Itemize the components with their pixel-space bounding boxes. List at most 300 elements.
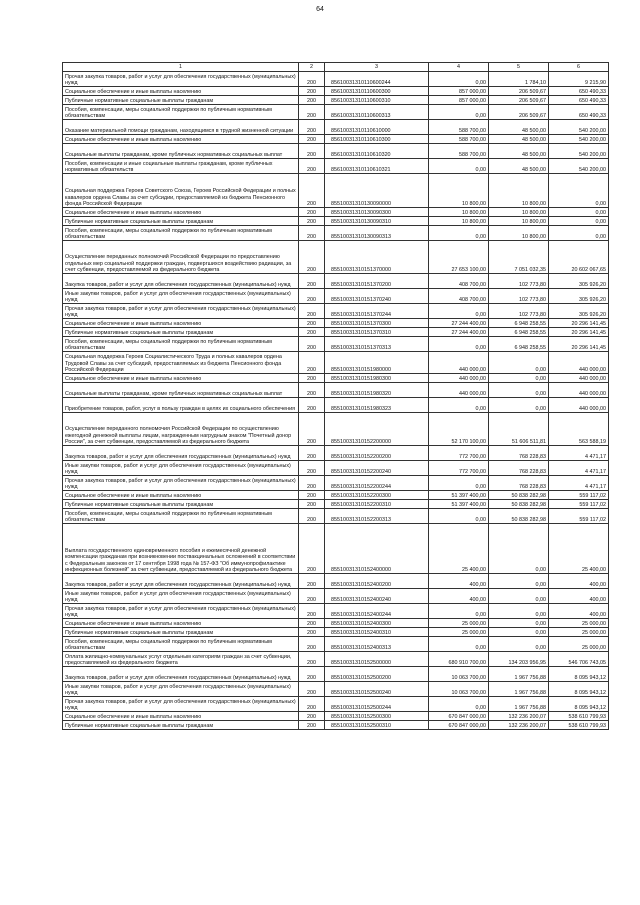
row-kbk: 85510031310152500000 xyxy=(325,652,429,667)
row-executed: 0,00 xyxy=(489,637,549,652)
row-approved: 670 847 000,00 xyxy=(429,712,489,721)
row-kbk: 85510031310151370200 xyxy=(325,274,429,289)
row-kbk: 85510031310152400000 xyxy=(325,524,429,574)
row-name: Пособия, компенсации, меры социальной поддержки по публичным нормативным обязательствам xyxy=(63,226,299,241)
row-approved: 588 700,00 xyxy=(429,135,489,144)
row-name: Социальные выплаты гражданам, кроме публичных нормативных социальных выплат xyxy=(63,144,299,159)
row-name: Публичные нормативные социальные выплаты гражданам xyxy=(63,500,299,509)
row-name: Прочая закупка товаров, работ и услуг для обеспечения государственных (муниципальных) нужд xyxy=(63,72,299,87)
row-kbk: 85510031310152200310 xyxy=(325,500,429,509)
table-row xyxy=(63,274,609,289)
row-unexecuted: 9 215,90 xyxy=(549,72,609,87)
table-row xyxy=(63,500,609,509)
row-executed: 1 967 756,88 xyxy=(489,697,549,712)
row-kbk: 85610031310110600300 xyxy=(325,87,429,96)
table-row xyxy=(63,461,609,476)
row-unexecuted: 8 095 943,12 xyxy=(549,682,609,697)
row-code: 200 xyxy=(299,135,325,144)
row-name: Социальное обеспечение и иные выплаты населению xyxy=(63,319,299,328)
row-approved: 10 063 700,00 xyxy=(429,682,489,697)
row-approved: 408 700,00 xyxy=(429,274,489,289)
row-name: Закупка товаров, работ и услуг для обеспечения государственных (муниципальных) нужд xyxy=(63,667,299,682)
row-code: 200 xyxy=(299,652,325,667)
row-approved: 588 700,00 xyxy=(429,120,489,135)
row-name: Публичные нормативные социальные выплаты гражданам xyxy=(63,328,299,337)
row-unexecuted: 20 296 141,45 xyxy=(549,319,609,328)
row-unexecuted: 400,00 xyxy=(549,589,609,604)
row-name: Пособия, компенсации, меры социальной поддержки по публичным нормативным обязательствам xyxy=(63,509,299,524)
row-name: Оказание материальной помощи гражданам, находящимся в трудной жизненной ситуации xyxy=(63,120,299,135)
row-code: 200 xyxy=(299,524,325,574)
row-unexecuted: 305 926,20 xyxy=(549,274,609,289)
row-approved: 857 000,00 xyxy=(429,96,489,105)
row-approved: 680 910 700,00 xyxy=(429,652,489,667)
row-unexecuted: 440 000,00 xyxy=(549,383,609,398)
row-approved: 670 847 000,00 xyxy=(429,721,489,730)
row-name: Приобретение товаров, работ, услуг в пользу граждан в целях их социального обеспечения xyxy=(63,398,299,413)
row-kbk: 85510031310151370000 xyxy=(325,241,429,274)
row-code: 200 xyxy=(299,208,325,217)
row-approved: 27 653 100,00 xyxy=(429,241,489,274)
table-row xyxy=(63,352,609,374)
row-name: Закупка товаров, работ и услуг для обеспечения государственных (муниципальных) нужд xyxy=(63,446,299,461)
row-kbk: 85510031310152500300 xyxy=(325,712,429,721)
row-executed: 6 948 258,55 xyxy=(489,328,549,337)
row-executed: 48 500,00 xyxy=(489,120,549,135)
row-kbk: 85510031310152400310 xyxy=(325,628,429,637)
table-row xyxy=(63,604,609,619)
row-code: 200 xyxy=(299,446,325,461)
row-unexecuted: 8 095 943,12 xyxy=(549,667,609,682)
column-header-1: 1 xyxy=(63,63,299,72)
row-unexecuted: 4 471,17 xyxy=(549,461,609,476)
table-row xyxy=(63,398,609,413)
row-unexecuted: 538 610 799,93 xyxy=(549,721,609,730)
table-row xyxy=(63,374,609,383)
table-row xyxy=(63,652,609,667)
row-unexecuted: 650 490,33 xyxy=(549,105,609,120)
row-unexecuted: 25 400,00 xyxy=(549,524,609,574)
row-approved: 408 700,00 xyxy=(429,289,489,304)
row-executed: 0,00 xyxy=(489,604,549,619)
row-name: Иные закупки товаров, работ и услуг для обеспечения государственных (муниципальных) нужд xyxy=(63,461,299,476)
row-kbk: 85510031310130090000 xyxy=(325,174,429,208)
row-executed: 6 948 258,55 xyxy=(489,319,549,328)
row-name: Социальное обеспечение и иные выплаты населению xyxy=(63,208,299,217)
row-name: Пособия, компенсации, меры социальной поддержки по публичным нормативным обязательствам xyxy=(63,337,299,352)
row-approved: 10 800,00 xyxy=(429,208,489,217)
row-code: 200 xyxy=(299,274,325,289)
row-executed: 1 967 756,88 xyxy=(489,667,549,682)
row-code: 200 xyxy=(299,226,325,241)
row-name: Социальная поддержка Героев Социалистического Труда и полных кавалеров ордена Трудовой Славы за счет субсидий, предоставляемых из бюджета Пенсионного фонда Российской Федерации xyxy=(63,352,299,374)
row-executed: 48 500,00 xyxy=(489,135,549,144)
row-name: Публичные нормативные социальные выплаты гражданам xyxy=(63,96,299,105)
row-unexecuted: 540 200,00 xyxy=(549,135,609,144)
row-executed: 48 500,00 xyxy=(489,144,549,159)
row-code: 200 xyxy=(299,120,325,135)
row-approved: 0,00 xyxy=(429,637,489,652)
row-executed: 1 967 756,88 xyxy=(489,682,549,697)
row-unexecuted: 546 706 743,05 xyxy=(549,652,609,667)
table-row xyxy=(63,217,609,226)
row-executed: 0,00 xyxy=(489,352,549,374)
table-row xyxy=(63,241,609,274)
row-approved: 25 000,00 xyxy=(429,619,489,628)
row-code: 200 xyxy=(299,398,325,413)
row-name: Прочая закупка товаров, работ и услуг для обеспечения государственных (муниципальных) нужд xyxy=(63,304,299,319)
row-kbk: 85510031310152400200 xyxy=(325,574,429,589)
row-code: 200 xyxy=(299,413,325,446)
row-unexecuted: 540 200,00 xyxy=(549,159,609,174)
row-kbk: 85510031310152500310 xyxy=(325,721,429,730)
row-code: 200 xyxy=(299,105,325,120)
row-kbk: 85510031310151980320 xyxy=(325,383,429,398)
row-kbk: 85610031310110610000 xyxy=(325,120,429,135)
table-row xyxy=(63,144,609,159)
row-code: 200 xyxy=(299,217,325,226)
row-kbk: 85510031310152400313 xyxy=(325,637,429,652)
row-executed: 0,00 xyxy=(489,628,549,637)
row-kbk: 85510031310152500200 xyxy=(325,667,429,682)
row-executed: 102 773,80 xyxy=(489,289,549,304)
row-code: 200 xyxy=(299,697,325,712)
row-executed: 1 784,10 xyxy=(489,72,549,87)
row-kbk: 85510031310152400300 xyxy=(325,619,429,628)
row-name: Социальное обеспечение и иные выплаты населению xyxy=(63,374,299,383)
row-unexecuted: 563 588,19 xyxy=(549,413,609,446)
row-kbk: 85510031310130090313 xyxy=(325,226,429,241)
row-unexecuted: 8 095 943,12 xyxy=(549,697,609,712)
table-row xyxy=(63,524,609,574)
row-code: 200 xyxy=(299,509,325,524)
table-row xyxy=(63,697,609,712)
row-executed: 206 509,67 xyxy=(489,96,549,105)
row-name: Закупка товаров, работ и услуг для обеспечения государственных (муниципальных) нужд xyxy=(63,574,299,589)
row-executed: 0,00 xyxy=(489,619,549,628)
row-code: 200 xyxy=(299,461,325,476)
table-row xyxy=(63,226,609,241)
row-kbk: 85510031310152200200 xyxy=(325,446,429,461)
row-code: 200 xyxy=(299,667,325,682)
row-name: Пособия, компенсации и иные социальные выплаты гражданам, кроме публичных нормативных обязательств xyxy=(63,159,299,174)
row-unexecuted: 440 000,00 xyxy=(549,352,609,374)
row-approved: 440 000,00 xyxy=(429,352,489,374)
table-row xyxy=(63,319,609,328)
row-code: 200 xyxy=(299,721,325,730)
row-kbk: 85510031310152500240 xyxy=(325,682,429,697)
row-approved: 51 397 400,00 xyxy=(429,500,489,509)
row-name: Социальное обеспечение и иные выплаты населению xyxy=(63,491,299,500)
table-row xyxy=(63,174,609,208)
row-kbk: 85510031310152200300 xyxy=(325,491,429,500)
row-code: 200 xyxy=(299,337,325,352)
row-kbk: 85510031310130090310 xyxy=(325,217,429,226)
row-approved: 772 700,00 xyxy=(429,446,489,461)
table-row xyxy=(63,96,609,105)
table-row xyxy=(63,87,609,96)
row-name: Социальное обеспечение и иные выплаты населению xyxy=(63,135,299,144)
row-name: Социальное обеспечение и иные выплаты населению xyxy=(63,619,299,628)
row-code: 200 xyxy=(299,604,325,619)
table-row xyxy=(63,682,609,697)
table-row xyxy=(63,712,609,721)
table-row xyxy=(63,413,609,446)
row-unexecuted: 0,00 xyxy=(549,174,609,208)
row-executed: 134 203 956,95 xyxy=(489,652,549,667)
row-unexecuted: 0,00 xyxy=(549,217,609,226)
row-executed: 0,00 xyxy=(489,398,549,413)
row-unexecuted: 25 000,00 xyxy=(549,628,609,637)
table-row xyxy=(63,337,609,352)
table-row xyxy=(63,135,609,144)
row-name: Осуществление переданных полномочий Российской Федерации по предоставлению отдельных мер социальной поддержки граждан, подвергшихся воздействию радиации, за счет субвенции, предоставляемой из федерального бюджета xyxy=(63,241,299,274)
row-unexecuted: 538 610 799,93 xyxy=(549,712,609,721)
row-kbk: 85610031310110610321 xyxy=(325,159,429,174)
column-header-5: 5 xyxy=(489,63,549,72)
row-code: 200 xyxy=(299,476,325,491)
row-executed: 132 236 200,07 xyxy=(489,712,549,721)
row-unexecuted: 650 490,33 xyxy=(549,87,609,96)
row-kbk: 85510031310151980000 xyxy=(325,352,429,374)
row-executed: 0,00 xyxy=(489,524,549,574)
row-executed: 50 838 282,98 xyxy=(489,500,549,509)
row-code: 200 xyxy=(299,374,325,383)
row-approved: 0,00 xyxy=(429,72,489,87)
row-kbk: 85610031310110600313 xyxy=(325,105,429,120)
row-code: 200 xyxy=(299,589,325,604)
row-name: Выплата государственного единовременного пособия и ежемесячной денежной компенсации гражданам при возникновении поствакцинальных осложнений в соответствии с Федеральным законом от 17 сентября 1998 года № 157-ФЗ "Об иммунопрофилактике инфекционных болезней" за счет субвенции, предоставляемой из федерального бюджета xyxy=(63,524,299,574)
row-unexecuted: 559 117,02 xyxy=(549,500,609,509)
table-row xyxy=(63,446,609,461)
column-number-row xyxy=(63,63,609,72)
row-kbk: 85510031310151980323 xyxy=(325,398,429,413)
table-row xyxy=(63,208,609,217)
row-approved: 0,00 xyxy=(429,159,489,174)
row-name: Пособия, компенсации, меры социальной поддержки по публичным нормативным обязательствам xyxy=(63,637,299,652)
row-approved: 0,00 xyxy=(429,697,489,712)
row-unexecuted: 0,00 xyxy=(549,226,609,241)
row-kbk: 85510031310152500244 xyxy=(325,697,429,712)
row-name: Иные закупки товаров, работ и услуг для обеспечения государственных (муниципальных) нужд xyxy=(63,682,299,697)
column-header-2: 2 xyxy=(299,63,325,72)
row-kbk: 85510031310152200313 xyxy=(325,509,429,524)
row-unexecuted: 440 000,00 xyxy=(549,398,609,413)
row-executed: 0,00 xyxy=(489,574,549,589)
table-row xyxy=(63,120,609,135)
row-approved: 10 063 700,00 xyxy=(429,667,489,682)
row-kbk: 85510031310152200244 xyxy=(325,476,429,491)
row-unexecuted: 0,00 xyxy=(549,208,609,217)
row-executed: 10 800,00 xyxy=(489,208,549,217)
row-unexecuted: 400,00 xyxy=(549,574,609,589)
row-executed: 102 773,80 xyxy=(489,304,549,319)
row-approved: 51 397 400,00 xyxy=(429,491,489,500)
row-name: Иные закупки товаров, работ и услуг для обеспечения государственных (муниципальных) нужд xyxy=(63,589,299,604)
row-kbk: 85510031310152200000 xyxy=(325,413,429,446)
table-row xyxy=(63,476,609,491)
row-code: 200 xyxy=(299,159,325,174)
row-executed: 10 800,00 xyxy=(489,174,549,208)
row-executed: 206 509,67 xyxy=(489,87,549,96)
row-unexecuted: 650 490,33 xyxy=(549,96,609,105)
row-kbk: 85610031310110600310 xyxy=(325,96,429,105)
row-approved: 588 700,00 xyxy=(429,144,489,159)
row-code: 200 xyxy=(299,241,325,274)
row-kbk: 85510031310151370244 xyxy=(325,304,429,319)
row-kbk: 85510031310152400244 xyxy=(325,604,429,619)
column-header-3: 3 xyxy=(325,63,429,72)
row-code: 200 xyxy=(299,144,325,159)
row-executed: 51 606 511,81 xyxy=(489,413,549,446)
row-unexecuted: 20 296 141,45 xyxy=(549,337,609,352)
row-code: 200 xyxy=(299,328,325,337)
row-name: Социальная поддержка Героев Советского Союза, Героев Российской Федерации и полных кавалеров ордена Славы за счет субсидии, предоставляемой из бюджета Пенсионного фонда Российской Федерации xyxy=(63,174,299,208)
row-executed: 0,00 xyxy=(489,589,549,604)
table-row xyxy=(63,589,609,604)
row-approved: 440 000,00 xyxy=(429,383,489,398)
page-number: 64 xyxy=(316,6,324,13)
row-unexecuted: 305 926,20 xyxy=(549,304,609,319)
row-name: Прочая закупка товаров, работ и услуг для обеспечения государственных (муниципальных) нужд xyxy=(63,697,299,712)
row-unexecuted: 540 200,00 xyxy=(549,144,609,159)
row-approved: 0,00 xyxy=(429,509,489,524)
row-approved: 440 000,00 xyxy=(429,374,489,383)
row-executed: 768 228,83 xyxy=(489,446,549,461)
row-code: 200 xyxy=(299,500,325,509)
row-name: Социальное обеспечение и иные выплаты населению xyxy=(63,87,299,96)
row-kbk: 85510031310151370310 xyxy=(325,328,429,337)
row-kbk: 85510031310151370240 xyxy=(325,289,429,304)
table-row xyxy=(63,289,609,304)
row-executed: 132 236 200,07 xyxy=(489,721,549,730)
table-row xyxy=(63,509,609,524)
table-row xyxy=(63,304,609,319)
row-executed: 768 228,83 xyxy=(489,476,549,491)
row-executed: 48 500,00 xyxy=(489,159,549,174)
table-row xyxy=(63,721,609,730)
row-name: Публичные нормативные социальные выплаты гражданам xyxy=(63,628,299,637)
row-executed: 7 051 032,35 xyxy=(489,241,549,274)
row-executed: 102 773,80 xyxy=(489,274,549,289)
row-name: Иные закупки товаров, работ и услуг для обеспечения государственных (муниципальных) нужд xyxy=(63,289,299,304)
row-code: 200 xyxy=(299,174,325,208)
table-body xyxy=(63,72,609,730)
row-unexecuted: 4 471,17 xyxy=(549,476,609,491)
row-code: 200 xyxy=(299,304,325,319)
table-row xyxy=(63,491,609,500)
column-header-6: 6 xyxy=(549,63,609,72)
row-code: 200 xyxy=(299,637,325,652)
row-code: 200 xyxy=(299,619,325,628)
row-kbk: 85610031310110610300 xyxy=(325,135,429,144)
row-approved: 0,00 xyxy=(429,226,489,241)
row-unexecuted: 305 926,20 xyxy=(549,289,609,304)
row-unexecuted: 559 117,02 xyxy=(549,509,609,524)
row-approved: 400,00 xyxy=(429,589,489,604)
row-kbk: 85510031310152200240 xyxy=(325,461,429,476)
row-approved: 0,00 xyxy=(429,105,489,120)
row-name: Осуществление переданного полномочия Российской Федерации по осуществлению ежегодной денежной выплаты лицам, награжденным нагрудным знаком "Почетный донор России", за счет субвенции, предоставляемой из федерального бюджета xyxy=(63,413,299,446)
row-name: Публичные нормативные социальные выплаты гражданам xyxy=(63,721,299,730)
row-executed: 768 228,83 xyxy=(489,461,549,476)
row-approved: 857 000,00 xyxy=(429,87,489,96)
row-approved: 0,00 xyxy=(429,476,489,491)
row-approved: 0,00 xyxy=(429,604,489,619)
row-code: 200 xyxy=(299,574,325,589)
row-approved: 52 170 100,00 xyxy=(429,413,489,446)
row-approved: 0,00 xyxy=(429,398,489,413)
table-row xyxy=(63,328,609,337)
row-code: 200 xyxy=(299,712,325,721)
row-code: 200 xyxy=(299,682,325,697)
row-code: 200 xyxy=(299,289,325,304)
row-unexecuted: 540 200,00 xyxy=(549,120,609,135)
row-kbk: 85510031310151370300 xyxy=(325,319,429,328)
row-unexecuted: 559 117,02 xyxy=(549,491,609,500)
row-kbk: 85510031310130090300 xyxy=(325,208,429,217)
table-row xyxy=(63,574,609,589)
row-executed: 10 800,00 xyxy=(489,217,549,226)
table-row xyxy=(63,105,609,120)
row-approved: 10 800,00 xyxy=(429,217,489,226)
row-unexecuted: 25 000,00 xyxy=(549,619,609,628)
row-name: Пособия, компенсации, меры социальной поддержки по публичным нормативным обязательствам xyxy=(63,105,299,120)
row-name: Социальное обеспечение и иные выплаты населению xyxy=(63,712,299,721)
row-approved: 10 800,00 xyxy=(429,174,489,208)
table-row xyxy=(63,72,609,87)
row-unexecuted: 4 471,17 xyxy=(549,446,609,461)
row-executed: 50 838 282,98 xyxy=(489,509,549,524)
table-row xyxy=(63,667,609,682)
row-executed: 206 509,67 xyxy=(489,105,549,120)
row-name: Публичные нормативные социальные выплаты гражданам xyxy=(63,217,299,226)
row-approved: 772 700,00 xyxy=(429,461,489,476)
row-code: 200 xyxy=(299,319,325,328)
row-kbk: 85510031310151370313 xyxy=(325,337,429,352)
row-code: 200 xyxy=(299,87,325,96)
row-unexecuted: 20 296 141,45 xyxy=(549,328,609,337)
row-executed: 50 838 282,98 xyxy=(489,491,549,500)
row-name: Закупка товаров, работ и услуг для обеспечения государственных (муниципальных) нужд xyxy=(63,274,299,289)
row-approved: 25 000,00 xyxy=(429,628,489,637)
row-name: Оплата жилищно-коммунальных услуг отдельным категориям граждан за счет субвенции, предоставляемой из федерального бюджета xyxy=(63,652,299,667)
row-name: Прочая закупка товаров, работ и услуг для обеспечения государственных (муниципальных) нужд xyxy=(63,476,299,491)
row-executed: 10 800,00 xyxy=(489,226,549,241)
row-executed: 0,00 xyxy=(489,374,549,383)
column-header-4: 4 xyxy=(429,63,489,72)
row-code: 200 xyxy=(299,96,325,105)
row-approved: 0,00 xyxy=(429,337,489,352)
row-code: 200 xyxy=(299,72,325,87)
row-approved: 27 244 400,00 xyxy=(429,319,489,328)
row-approved: 25 400,00 xyxy=(429,524,489,574)
row-approved: 400,00 xyxy=(429,574,489,589)
budget-table xyxy=(62,62,609,730)
row-unexecuted: 25 000,00 xyxy=(549,637,609,652)
row-code: 200 xyxy=(299,352,325,374)
row-kbk: 85510031310152400240 xyxy=(325,589,429,604)
row-executed: 6 948 258,55 xyxy=(489,337,549,352)
table-row xyxy=(63,628,609,637)
row-code: 200 xyxy=(299,491,325,500)
row-kbk: 85610031310110610320 xyxy=(325,144,429,159)
table-row xyxy=(63,159,609,174)
row-executed: 0,00 xyxy=(489,383,549,398)
row-code: 200 xyxy=(299,628,325,637)
table-row xyxy=(63,619,609,628)
row-kbk: 85510031310151980300 xyxy=(325,374,429,383)
